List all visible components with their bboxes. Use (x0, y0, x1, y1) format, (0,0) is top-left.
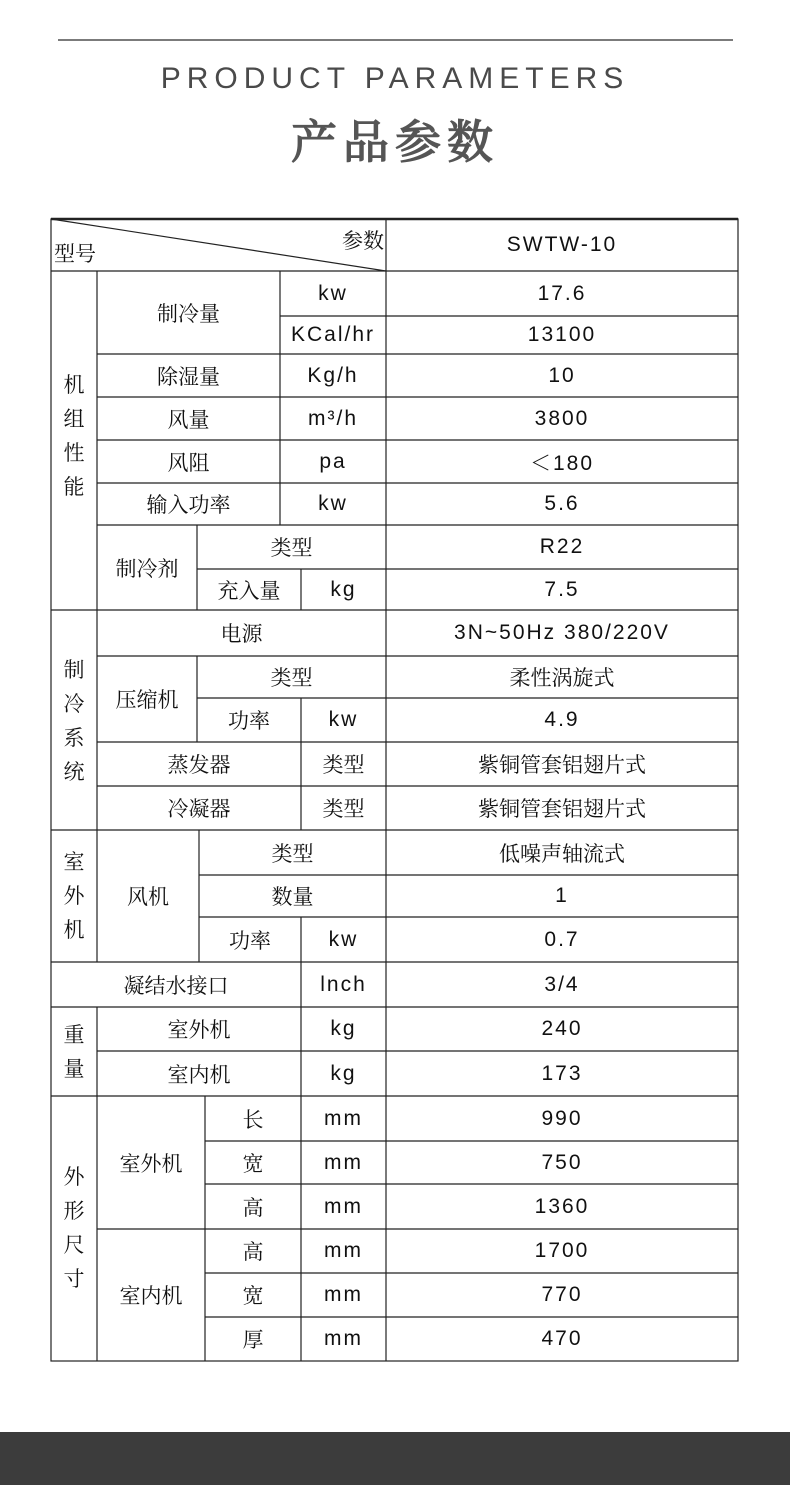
compressor-power-label: 功率 (228, 709, 270, 733)
cooling-value-kcal: 13100 (527, 323, 597, 346)
fan-type-value: 低噪声轴流式 (499, 841, 625, 866)
air-resistance-label: 风阻 (167, 450, 210, 475)
weight-outdoor-unit: kg (330, 1017, 357, 1040)
dim-indoor-thickness-label: 厚 (242, 1328, 264, 1352)
dim-outdoor-label: 室外机 (119, 1151, 183, 1176)
page-title: 产品参数 (291, 115, 499, 169)
group-dimensions: 外 形 尺 寸 (63, 1165, 85, 1291)
dim-indoor-width-unit: mm (324, 1283, 363, 1306)
drain-connection-label: 凝结水接口 (123, 973, 229, 998)
drain-connection-unit: lnch (320, 972, 367, 996)
dehumidification-unit: Kg/h (307, 363, 359, 387)
header-param-label: 参数 (342, 229, 384, 253)
condenser-label: 冷凝器 (167, 797, 231, 821)
airflow-unit: m³/h (308, 406, 358, 430)
dim-indoor-height-label: 高 (242, 1240, 264, 1264)
group-unit-performance: 机 组 性 能 (51, 368, 97, 504)
fan-power-unit: kw (328, 927, 359, 951)
group-outdoor-unit: 室 外 机 (63, 850, 85, 942)
fan-count-label: 数量 (271, 885, 314, 909)
airflow-value: 3800 (534, 406, 590, 430)
weight-outdoor-label: 室外机 (167, 1018, 231, 1042)
refrigerant-type-value: R22 (539, 535, 585, 558)
airflow-label: 风量 (167, 407, 210, 432)
dim-outdoor-length-unit: mm (324, 1106, 363, 1130)
model-value: SWTW-10 (506, 233, 618, 256)
group-refrigeration-system: 制 冷 系 统 (63, 658, 85, 784)
dim-outdoor-height-unit: mm (324, 1194, 363, 1218)
cooling-capacity-label: 制冷量 (157, 301, 220, 326)
air-resistance-unit: pa (319, 449, 347, 473)
dim-indoor-width-label: 宽 (242, 1284, 264, 1308)
evaporator-type-label: 类型 (322, 753, 365, 777)
input-power-label: 输入功率 (146, 493, 231, 517)
air-resistance-value: ＜180 (529, 451, 595, 475)
condenser-type-label: 类型 (322, 797, 365, 821)
power-supply-label: 电源 (220, 622, 263, 646)
dim-indoor-thickness-unit: mm (324, 1327, 363, 1350)
dim-outdoor-width-label: 宽 (242, 1151, 264, 1176)
group-weight: 重 量 (63, 1023, 85, 1081)
dim-outdoor-length-label: 长 (242, 1107, 264, 1132)
dim-indoor-height-value: 1700 (534, 1239, 590, 1262)
weight-outdoor-value: 240 (541, 1017, 583, 1040)
compressor-type-value: 柔性涡旋式 (509, 666, 615, 690)
dim-indoor-height-unit: mm (324, 1239, 363, 1262)
drain-connection-value: 3/4 (544, 972, 580, 996)
condenser-type-value: 紫铜管套铝翅片式 (478, 797, 646, 821)
fan-label: 风机 (127, 885, 169, 909)
compressor-label: 压缩机 (115, 688, 179, 712)
weight-indoor-value: 173 (541, 1061, 583, 1085)
evaporator-type-value: 紫铜管套铝翅片式 (478, 753, 646, 777)
footer-bar (0, 1432, 790, 1485)
weight-indoor-label: 室内机 (167, 1062, 231, 1087)
compressor-power-unit: kw (328, 708, 359, 731)
dim-indoor-width-value: 770 (541, 1283, 583, 1306)
dim-outdoor-width-value: 750 (541, 1150, 583, 1174)
dim-indoor-label: 室内机 (119, 1284, 183, 1308)
input-power-value: 5.6 (544, 492, 580, 515)
weight-indoor-unit: kg (330, 1061, 357, 1085)
dim-outdoor-length-value: 990 (541, 1106, 583, 1130)
page-subtitle: PRODUCT PARAMETERS (160, 62, 630, 95)
cooling-value-kw: 17.6 (537, 281, 587, 305)
refrigerant-type-label: 类型 (270, 536, 313, 560)
cooling-unit-kw: kw (318, 281, 348, 305)
group-char: 机 (63, 373, 85, 397)
header-model-label: 型号 (54, 242, 96, 266)
dim-outdoor-height-label: 高 (242, 1195, 264, 1220)
fan-power-label: 功率 (229, 928, 271, 953)
dim-indoor-thickness-value: 470 (541, 1327, 583, 1350)
input-power-unit: kw (318, 492, 348, 515)
fan-type-label: 类型 (271, 841, 314, 866)
refrigerant-charge-value: 7.5 (544, 577, 580, 601)
cooling-unit-kcal: KCal/hr (290, 323, 376, 346)
dim-outdoor-height-value: 1360 (534, 1194, 590, 1218)
fan-count-value: 1 (555, 884, 569, 907)
refrigerant-charge-label: 充入量 (217, 578, 281, 603)
refrigerant-label: 制冷剂 (115, 556, 179, 581)
dehumidification-label: 除湿量 (157, 364, 220, 389)
dehumidification-value: 10 (548, 363, 576, 387)
compressor-type-label: 类型 (270, 666, 313, 690)
power-supply-value: 3N~50Hz 380/220V (454, 621, 670, 644)
refrigerant-charge-unit: kg (330, 577, 357, 601)
fan-power-value: 0.7 (544, 927, 580, 951)
top-divider (58, 39, 733, 41)
dim-outdoor-width-unit: mm (324, 1150, 363, 1174)
evaporator-label: 蒸发器 (167, 753, 231, 777)
compressor-power-value: 4.9 (544, 708, 580, 731)
